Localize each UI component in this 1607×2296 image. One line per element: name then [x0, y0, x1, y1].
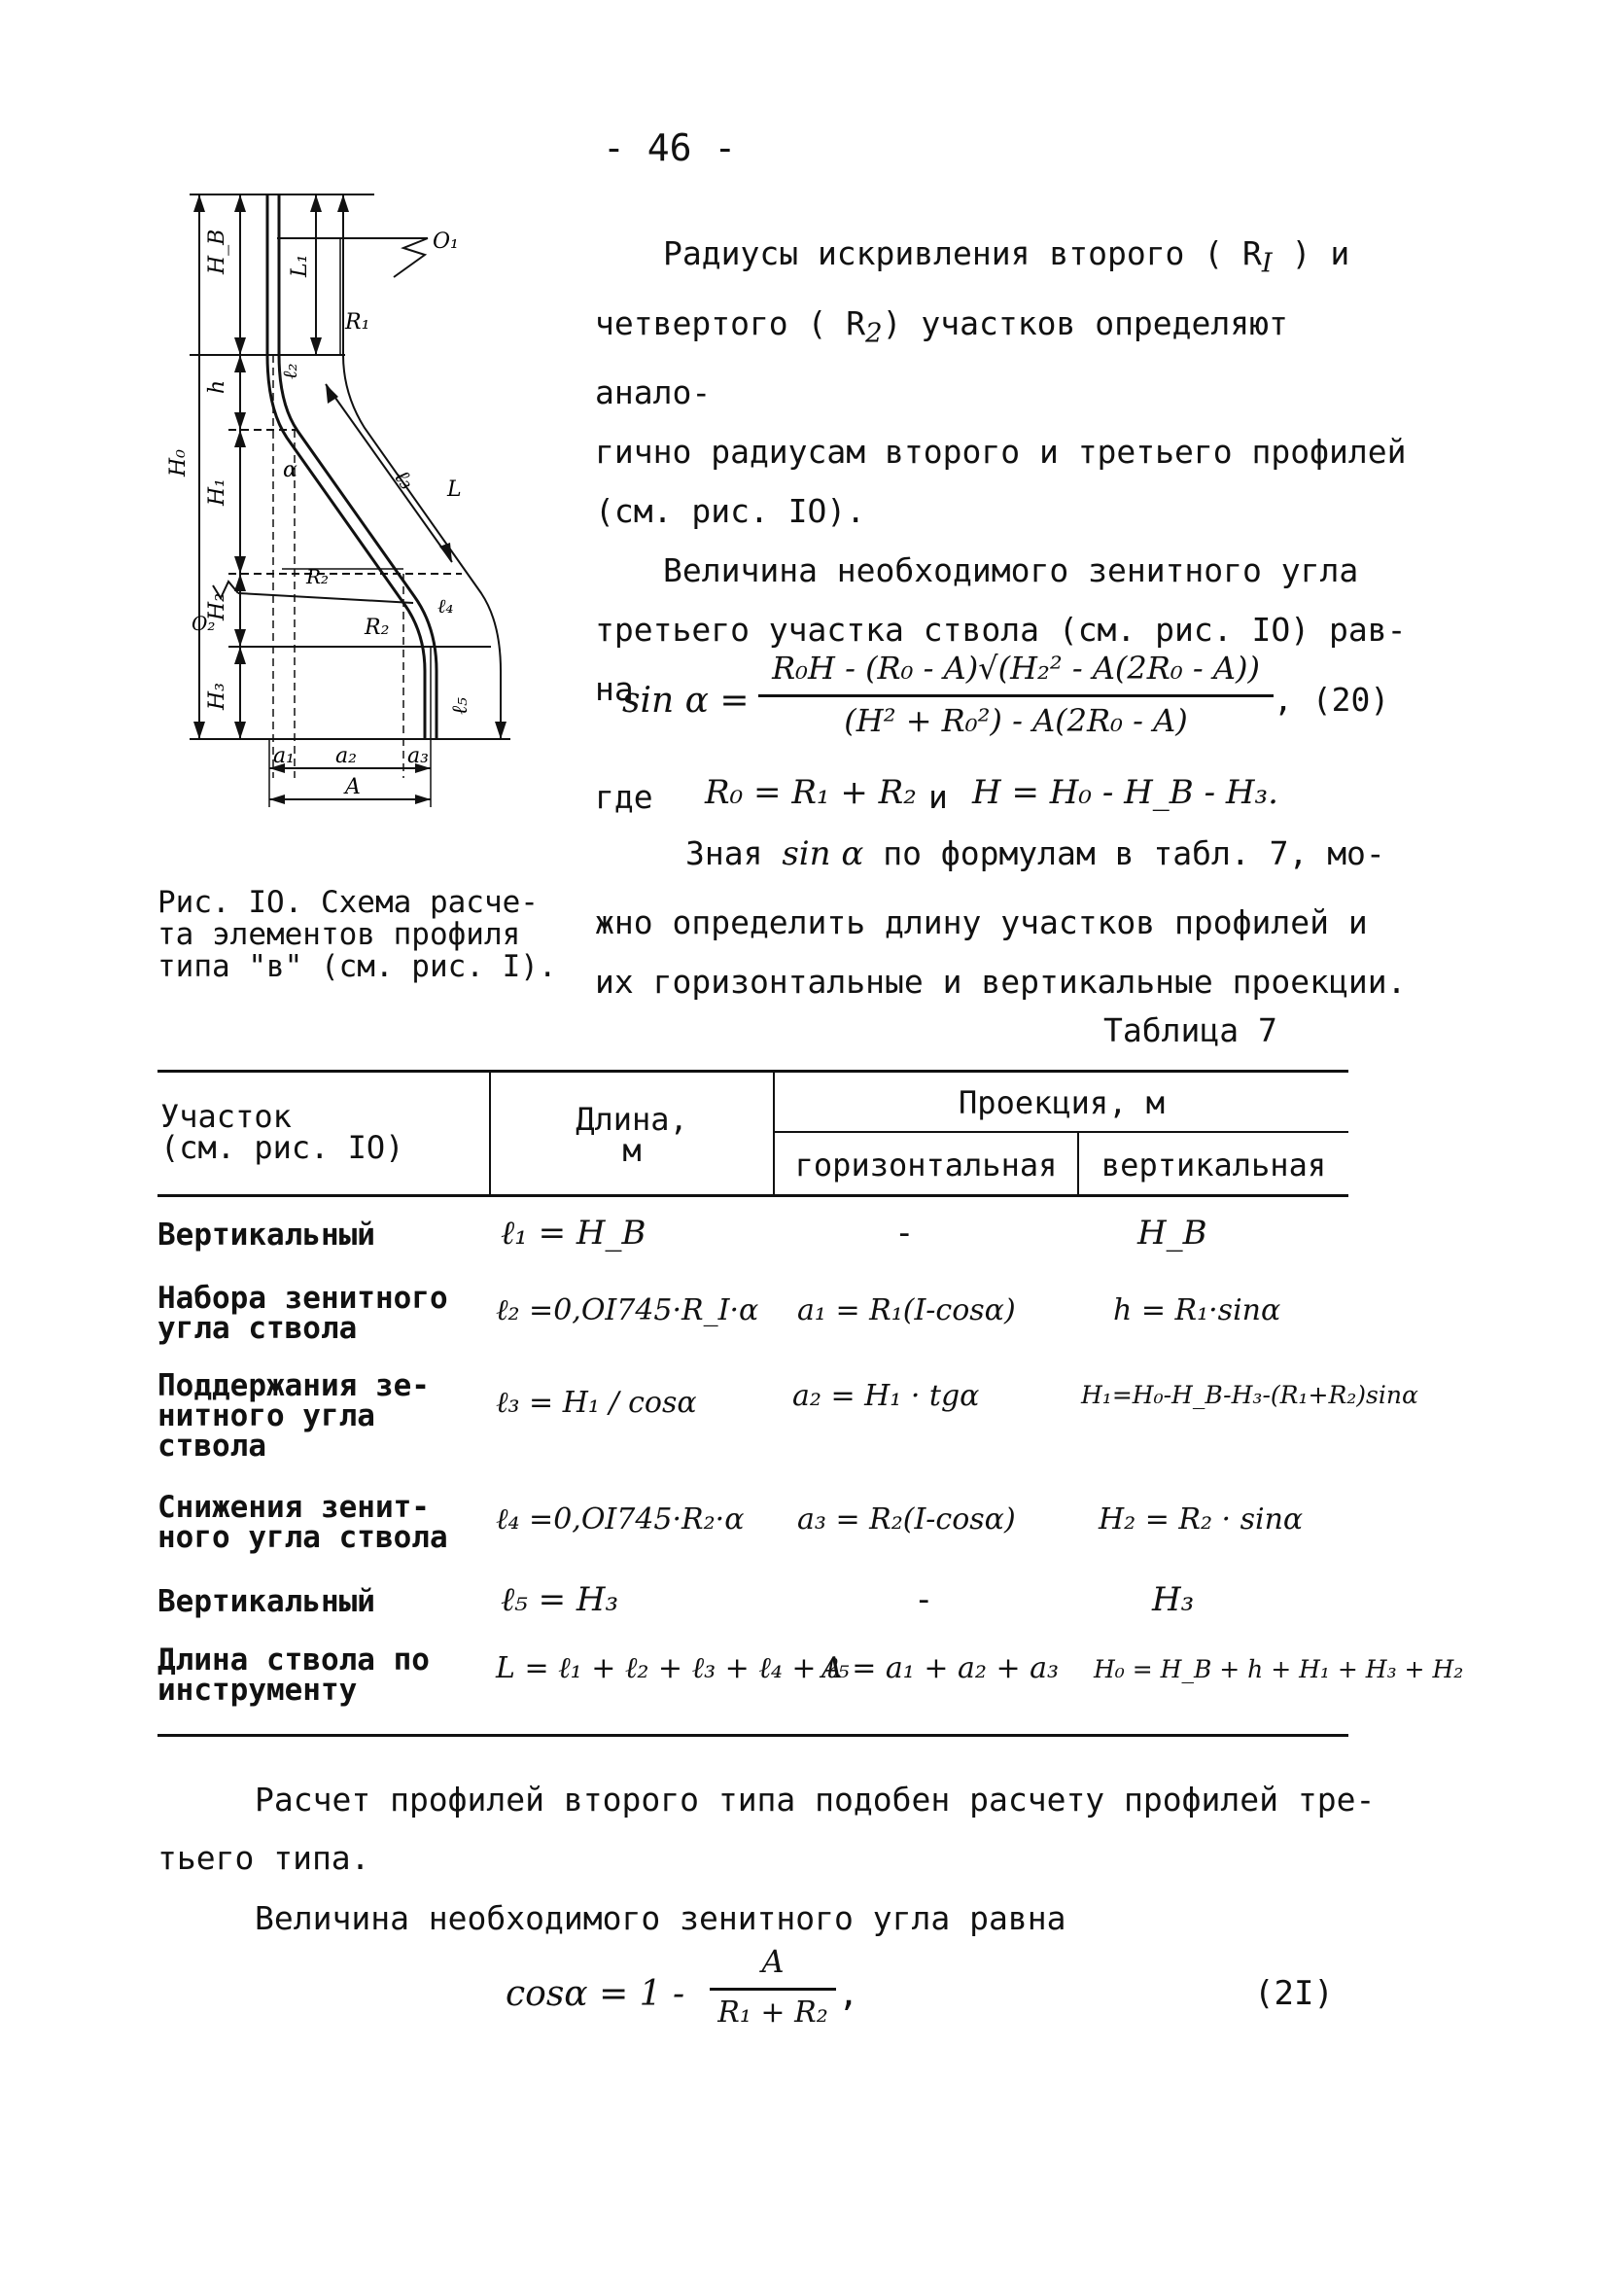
table-row-4-length: ℓ₄ =0,OI745·R₂·α	[496, 1502, 745, 1537]
formula-21-lhs: cosα = 1 -	[506, 1974, 685, 2014]
table-projection-rule	[773, 1131, 1348, 1133]
label-a3: a₃	[407, 744, 429, 768]
table-row-1-length: ℓ₁ = H_B	[501, 1214, 646, 1253]
label-o1: O₁	[433, 230, 459, 254]
formula-21-number: (2I)	[1254, 1974, 1334, 2013]
table-row-4-label: Снижения зенит- ного угла ствола	[157, 1490, 448, 1555]
label-l4: ℓ₄	[437, 594, 454, 618]
header-horizontal: горизонтальная	[794, 1147, 1058, 1183]
table-row-2-vertical: h = R₁·sinα	[1113, 1293, 1281, 1327]
paragraph-zenith-angle: Величина необходимого зенитного угла равна	[255, 1899, 1066, 1937]
formula-20-number: , (20)	[1274, 681, 1390, 719]
formula-20-lhs: sin α =	[622, 681, 750, 721]
figure-caption: Рис. IO. Схема расче- та элементов профиля типа "в" (см. рис. I).	[157, 885, 557, 984]
table-title: Таблица 7	[1103, 1011, 1277, 1049]
where-and: и	[928, 778, 948, 816]
profile-schematic-figure	[166, 185, 559, 807]
where-word: где	[595, 778, 653, 816]
label-l5: ℓ₅	[448, 697, 472, 715]
table-bottom-rule	[157, 1734, 1348, 1737]
label-h3: H₃	[205, 682, 229, 710]
table-row-4-vertical: H₂ = R₂ · sinα	[1099, 1502, 1304, 1537]
table-row-1-label: Вертикальный	[157, 1218, 375, 1253]
label-l3: ℓ₃	[389, 466, 419, 495]
formula-20-numerator: R₀H - (R₀ - A)√(H₂² - A(2R₀ - A))	[772, 650, 1260, 687]
table-top-rule	[157, 1070, 1348, 1073]
table-row-3-vertical: H₁=H₀-H_B-H₃-(R₁+R₂)sinα	[1081, 1381, 1418, 1409]
header-projection: Проекция, м	[959, 1084, 1165, 1121]
table-row-3-label: Поддержания зе- нитного угла ствола	[157, 1368, 430, 1464]
formula-21-numerator: A	[761, 1943, 785, 1980]
label-o2: O₂	[192, 612, 216, 635]
label-h1: H₁	[205, 477, 229, 506]
table-row-3-horizontal: a₂ = H₁ · tgα	[792, 1379, 980, 1413]
label-a1: a₁	[273, 744, 295, 768]
table-row-2-length: ℓ₂ =0,OI745·R_I·α	[496, 1293, 759, 1327]
paragraph-radii: Радиусы искривления второго ( $R_I$ ) и четвертого ( $R_2$) участков определяют анало- гично радиусам второго и третьего профилей (см. рис. IO). Величина необходимого зенитного угла третьего участка ствола (см. рис. IO) рав- на	[595, 234, 1407, 709]
label-a-total: A	[345, 775, 361, 799]
table-row-5-horizontal: -	[914, 1580, 934, 1619]
table-row-2-horizontal: a₁ = R₁(I-cosα)	[797, 1293, 1016, 1327]
table-row-1-horizontal: -	[894, 1214, 915, 1253]
where-h: H = H₀ - H_B - H₃.	[972, 773, 1278, 812]
label-l2: ℓ₂	[278, 363, 301, 379]
table-row-2-label: Набора зенитного угла ствола	[157, 1281, 448, 1346]
table-row-6-length: L = ℓ₁ + ℓ₂ + ℓ₃ + ℓ₄ + ℓ₅	[496, 1651, 850, 1685]
formula-21-comma: ,	[838, 1974, 859, 2014]
label-l1: L₁	[288, 254, 312, 277]
label-hb: H_B	[205, 229, 229, 274]
paragraph-second-type-cont: тьего типа.	[157, 1839, 370, 1877]
table-row-6-label: Длина ствола по инструменту	[157, 1643, 430, 1708]
label-a2: a₂	[335, 744, 357, 768]
formula-21-denominator: R₁ + R₂	[717, 1996, 828, 2030]
paragraph-second-type: Расчет профилей второго типа подобен расчету профилей тре-	[255, 1781, 1376, 1819]
label-h2: H₂	[205, 592, 229, 620]
label-alpha: α	[283, 458, 297, 482]
table-row-5-length: ℓ₅ = H₃	[501, 1580, 619, 1619]
table-row-6-vertical: H₀ = H_B + h + H₁ + H₃ + H₂	[1094, 1655, 1464, 1683]
header-length: Длина, м	[576, 1101, 688, 1169]
label-h: h	[205, 379, 229, 394]
table-row-4-horizontal: a₃ = R₂(I-cosα)	[797, 1502, 1016, 1537]
header-section: Участок (см. рис. IO)	[160, 1098, 404, 1166]
label-r2-upper: R₂	[306, 565, 330, 588]
label-h0: H₀	[166, 448, 191, 477]
formula-20-denominator: (H² + R₀²) - A(2R₀ - A)	[844, 702, 1188, 739]
know-line: Зная sin α по формулам в табл. 7, мо-	[685, 834, 1385, 873]
table-row-5-vertical: H₃	[1152, 1580, 1195, 1619]
formula-21-fraction-bar	[710, 1988, 836, 1991]
where-r0: R₀ = R₁ + R₂	[705, 773, 917, 812]
paragraph-after-formula: жно определить длину участков профилей и их горизонтальные и вертикальные проекции.	[595, 903, 1407, 1001]
page-number: - 46 -	[603, 126, 737, 169]
table-row-6-horizontal: A = a₁ + a₂ + a₃	[821, 1651, 1060, 1685]
table-row-3-length: ℓ₃ = H₁ / cosα	[496, 1386, 697, 1420]
label-r2: R₂	[365, 616, 390, 640]
table-header-rule	[157, 1194, 1348, 1197]
label-l: L	[447, 477, 462, 502]
table-row-5-label: Вертикальный	[157, 1584, 375, 1619]
label-r1: R₁	[345, 310, 370, 335]
header-vertical: вертикальная	[1100, 1147, 1327, 1183]
table-row-1-vertical: H_B	[1137, 1214, 1207, 1253]
formula-20-fraction-bar	[758, 694, 1274, 697]
